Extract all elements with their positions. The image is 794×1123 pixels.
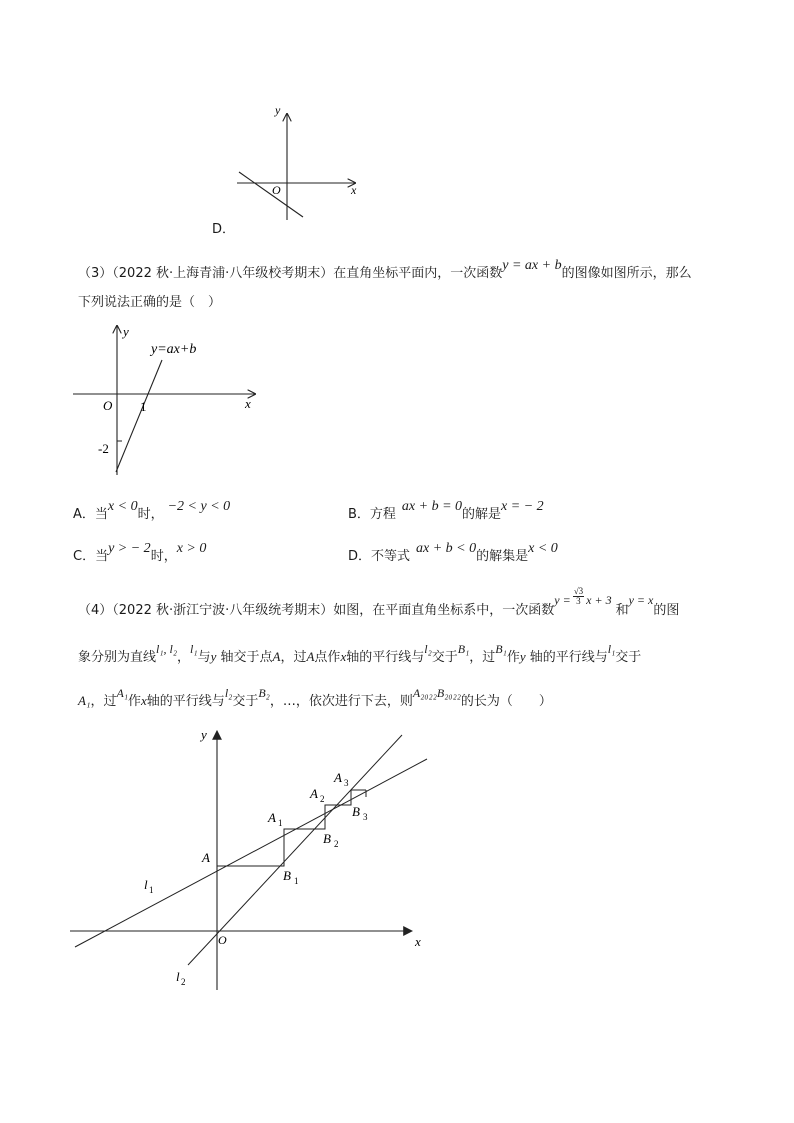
q4-t: 轴的平行线与 xyxy=(525,650,608,665)
q4-label-a1: A xyxy=(268,810,276,825)
q4-t: 象分别为直线 xyxy=(78,650,157,665)
option-c-condition: y > − 2 xyxy=(108,541,151,556)
q4-label-l1: l xyxy=(144,877,148,892)
option-a-result: −2 < y < 0 xyxy=(167,499,231,514)
q4-x-label: x xyxy=(415,934,421,949)
q3-text: （3）（2022 秋·上海青浦·八年级校考期末）在直角坐标平面内，一次函数 xyxy=(78,266,503,281)
q4-point-a: A xyxy=(306,649,315,664)
option-d-text-label: D．不等式 xyxy=(348,549,411,564)
option-a-mid: 时， xyxy=(137,507,164,522)
q4-line2 xyxy=(78,642,642,665)
q4-label-a3-sub: 3 xyxy=(344,778,349,788)
q4-label-l2-sub: 2 xyxy=(181,977,186,987)
q3-option-d[interactable] xyxy=(348,541,558,565)
q4-line1-end: 的图 xyxy=(653,603,680,618)
fig-d-y-label: y xyxy=(275,103,281,117)
q4-t: x xyxy=(340,649,347,664)
option-c-result: x > 0 xyxy=(176,541,207,556)
q4-label-b3: B xyxy=(352,804,360,819)
q4-t: x xyxy=(141,693,147,708)
q4-label-b1: B xyxy=(283,868,291,883)
option-d-label: D． xyxy=(212,222,236,237)
q4-label-a: A xyxy=(202,850,210,865)
option-d-inequality: ax + b < 0 xyxy=(416,541,477,556)
q4-label-l1-sub: 1 xyxy=(149,885,154,895)
option-b-equation: ax + b = 0 xyxy=(401,499,463,514)
q3-option-c[interactable] xyxy=(73,541,207,565)
q3-origin-label: O xyxy=(103,398,113,413)
q4-label-l2: l xyxy=(176,969,180,984)
q4-t: 点作 xyxy=(314,650,341,665)
q4-func1-numerator: √3 xyxy=(573,586,584,596)
q3-x-label: x xyxy=(245,396,251,411)
q3-text-end: 的图像如图所示，那么 xyxy=(561,266,692,281)
q4-label-a2: A xyxy=(310,786,318,801)
q4-b1: B₁ xyxy=(495,642,507,656)
q4-t: 作 xyxy=(128,694,142,709)
q4-t: ，…，依次进行下去，则 xyxy=(269,694,413,709)
option-a-label: A．当 xyxy=(73,507,108,522)
q4-label-a1-sub: 1 xyxy=(278,818,283,828)
q3-option-b[interactable] xyxy=(348,499,544,523)
q3-function: y = ax + b xyxy=(502,258,562,273)
q4-t: 轴的平行线与 xyxy=(146,694,225,709)
q4-t: y xyxy=(210,649,217,664)
option-c-mid: 时， xyxy=(150,549,177,564)
q4-a1: A₁ xyxy=(116,686,128,700)
q4-t: ，过 xyxy=(469,650,496,665)
q4-t: 与 xyxy=(197,650,211,665)
q4-t: ，过 xyxy=(90,694,117,709)
q3-line-graph xyxy=(116,360,162,472)
q3-graph xyxy=(65,320,265,480)
q4-y-label: y xyxy=(201,727,207,742)
q4-func1-denominator: 3 xyxy=(576,596,581,606)
option-b-label: B．方程 xyxy=(348,507,396,522)
option-c-label: C．当 xyxy=(73,549,109,564)
q4-l2: l₂ xyxy=(224,686,233,700)
option-d-solution: x < 0 xyxy=(528,541,558,556)
option-a-condition: x < 0 xyxy=(107,499,138,514)
fig-d-origin-label: O xyxy=(272,183,281,197)
q4-t: ，过 xyxy=(280,650,307,665)
q4-label-b1-sub: 1 xyxy=(294,876,299,886)
q4-func1-fraction xyxy=(573,587,584,606)
q4-t: 轴交于点 xyxy=(216,650,273,665)
q4-a2022b2022: A₂₀₂₂B₂₀₂₂ xyxy=(412,686,461,700)
q4-label-b2-sub: 2 xyxy=(334,839,339,849)
q4-l1l2: l₁, l₂ xyxy=(156,642,178,656)
q4-intro: （4）（2022 秋·浙江宁波·八年级统考期末）如图，在平面直角坐标系中，一次函数 xyxy=(78,603,555,618)
q4-label-a3: A xyxy=(334,770,342,785)
q4-label-b2: B xyxy=(323,831,331,846)
option-b-mid: 的解是 xyxy=(462,507,502,522)
q4-graph xyxy=(70,725,440,1000)
q4-t: 交于 xyxy=(431,650,458,665)
q4-t: y xyxy=(519,649,526,664)
q4-t: 的长为（ ） xyxy=(460,694,552,709)
option-d-mid: 的解集是 xyxy=(476,549,529,564)
q4-label-b3-sub: 3 xyxy=(363,812,368,822)
q4-line-l1 xyxy=(75,759,427,947)
q4-line3 xyxy=(78,686,552,709)
option-b-solution: x = − 2 xyxy=(501,499,544,514)
q4-origin-label: O xyxy=(218,933,227,947)
figure-d-graph xyxy=(225,100,375,225)
q4-t: 轴的平行线与 xyxy=(346,650,425,665)
q4-t: 交于 xyxy=(615,650,642,665)
q3-line-label: y=ax+b xyxy=(151,342,197,357)
q3-y-intercept: -2 xyxy=(98,441,109,456)
q3-line2: 下列说法正确的是（ ） xyxy=(78,295,222,310)
q4-func1-tail: x + 3 xyxy=(586,593,612,607)
q3-x-intercept: 1 xyxy=(140,399,147,414)
q4-label-a2-sub: 2 xyxy=(320,794,325,804)
q4-t: 作 xyxy=(506,650,520,665)
q4-and: 和 xyxy=(615,603,629,618)
q4-l1: l₁ xyxy=(190,642,198,656)
q4-point-a: A xyxy=(272,649,281,664)
fig-d-x-label: x xyxy=(351,183,357,197)
q4-t: 交于 xyxy=(232,694,259,709)
q4-l2: l₂ xyxy=(424,642,432,656)
fig-d-line xyxy=(239,172,303,217)
q4-line1 xyxy=(78,586,680,620)
q4-func1-y: y = xyxy=(554,593,571,607)
q4-b2: B₂ xyxy=(258,686,270,700)
q3-line1 xyxy=(78,258,692,282)
q4-func2: y = x xyxy=(628,593,654,607)
q3-option-a[interactable] xyxy=(73,499,231,523)
q4-t: ， xyxy=(177,650,191,665)
q3-y-label: y xyxy=(123,324,129,339)
q4-a1: A₁ xyxy=(78,693,91,708)
q4-b1: B₁ xyxy=(457,642,470,656)
q4-l1: l₁ xyxy=(607,642,616,656)
